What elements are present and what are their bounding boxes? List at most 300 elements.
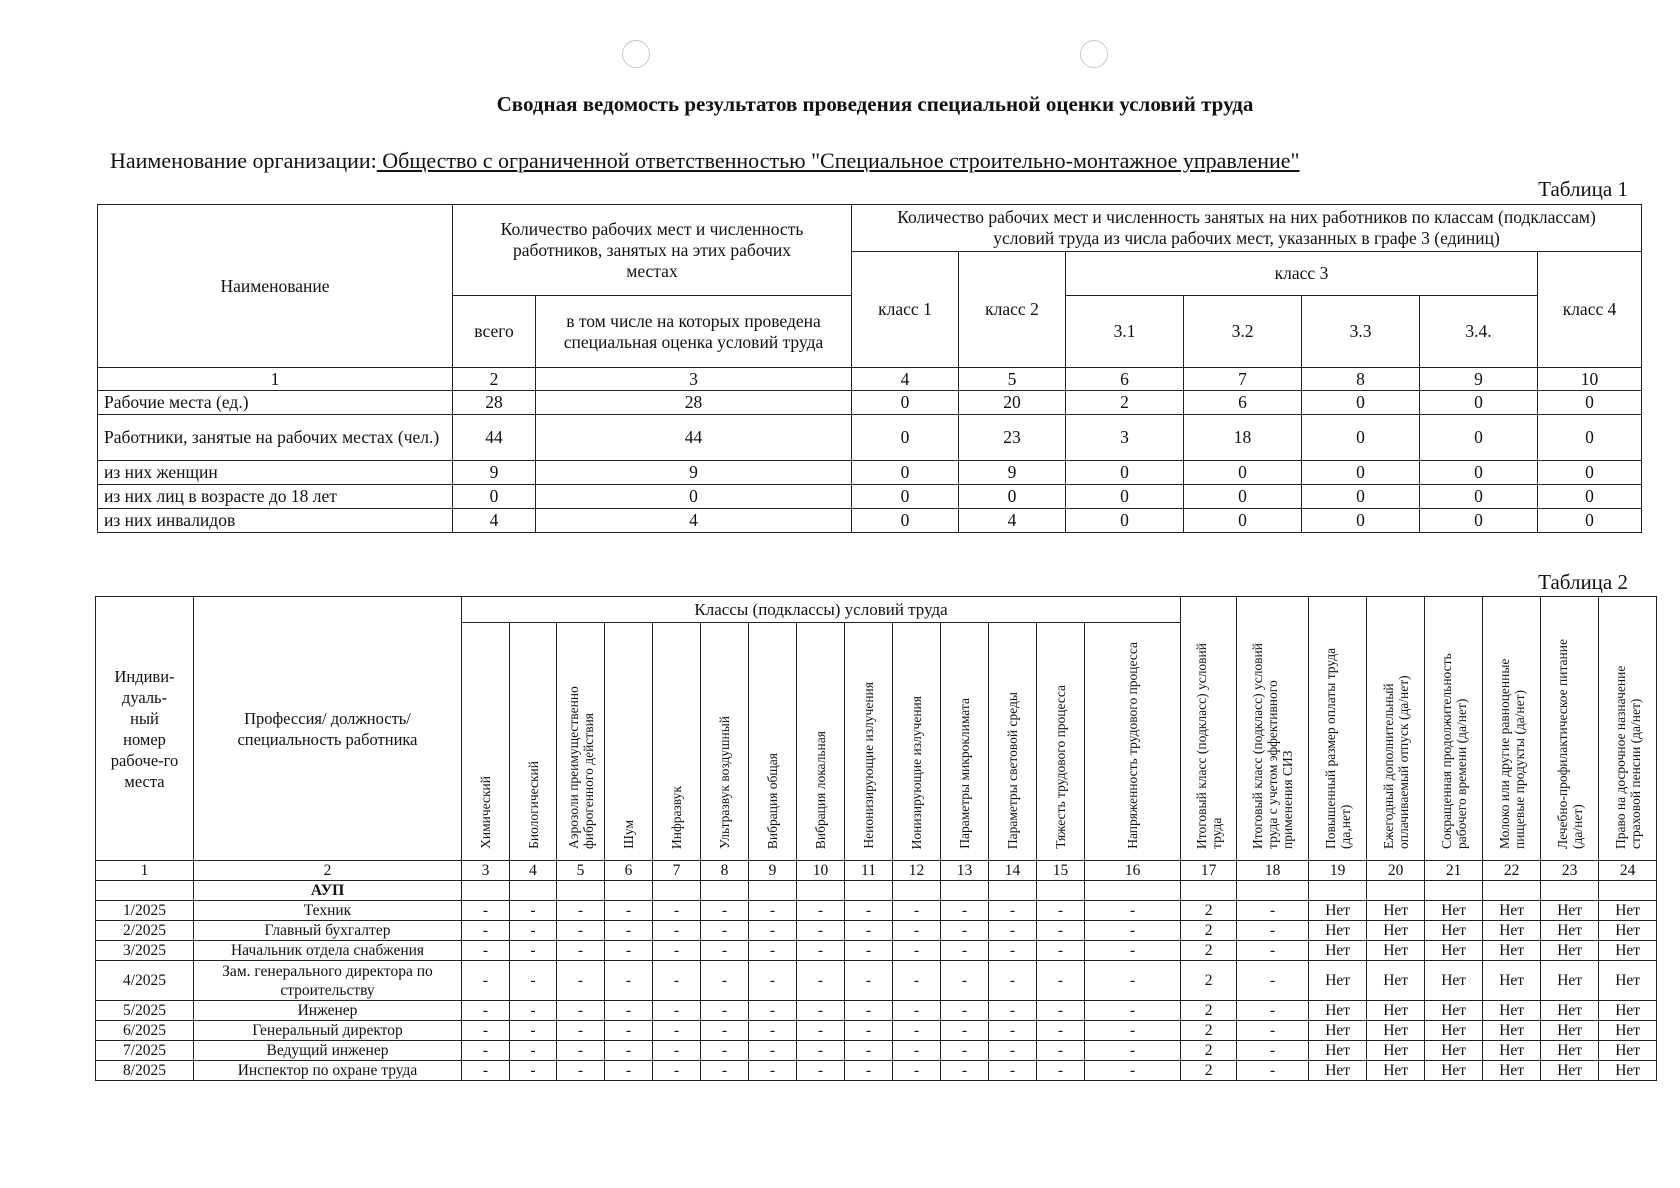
- t2-col-num: 11: [845, 861, 893, 881]
- t1-header-name: Наименование: [98, 205, 453, 368]
- t2-factor-value: -: [797, 901, 845, 921]
- t2-factor-value: -: [557, 1061, 605, 1081]
- t2-factor-value: -: [1085, 1061, 1181, 1081]
- t2-column-numbers: [96, 861, 1657, 881]
- t1-cell: 9: [959, 461, 1066, 485]
- t1-cell: 0: [852, 415, 959, 461]
- t2-header-col-24: [1599, 597, 1657, 861]
- t2-factor-value: -: [1085, 961, 1181, 1001]
- t2-factor-value: -: [653, 961, 701, 1001]
- t1-cell: 28: [453, 391, 536, 415]
- t2-workplace-id: 8/2025: [96, 1061, 194, 1081]
- t2-factor-value: -: [989, 961, 1037, 1001]
- t2-factor-value: -: [557, 1001, 605, 1021]
- t1-cell: 0: [852, 509, 959, 533]
- t2-benefit: Нет: [1541, 1061, 1599, 1081]
- t1-cell: 28: [536, 391, 852, 415]
- t1-header-3-3: 3.3: [1302, 296, 1420, 368]
- t2-empty-cell: [653, 881, 701, 901]
- t2-final-class-siz: -: [1237, 1001, 1309, 1021]
- t2-factor-value: -: [1037, 961, 1085, 1001]
- t2-factor-value: -: [462, 901, 510, 921]
- t2-empty-cell: [510, 881, 557, 901]
- t2-col-num: 3: [462, 861, 510, 881]
- table-row: [96, 961, 1657, 1001]
- t1-cell: 0: [1538, 509, 1642, 533]
- t2-factor-value: -: [605, 1021, 653, 1041]
- organization-label: Наименование организации:: [110, 148, 377, 173]
- t2-header-factor: [1037, 623, 1085, 861]
- t2-factor-value: -: [941, 1021, 989, 1041]
- t2-factor-value: -: [462, 1021, 510, 1041]
- t2-header-classes: Классы (подклассы) условий труда: [462, 597, 1181, 623]
- t2-factor-value: -: [845, 941, 893, 961]
- t2-workplace-id: 3/2025: [96, 941, 194, 961]
- t2-factor-value: -: [749, 1001, 797, 1021]
- t1-cell: 0: [1538, 415, 1642, 461]
- t2-factor-label: Химический: [478, 776, 493, 849]
- t1-cell: 0: [1302, 415, 1420, 461]
- t1-cell: 3: [1066, 415, 1184, 461]
- t1-cell: 0: [959, 485, 1066, 509]
- t1-col-num: 9: [1420, 368, 1538, 391]
- t2-factor-value: -: [510, 941, 557, 961]
- t1-cell: 9: [536, 461, 852, 485]
- t1-row-label: из них инвалидов: [98, 509, 453, 533]
- t2-benefit: Нет: [1425, 1001, 1483, 1021]
- t2-factor-value: -: [1037, 941, 1085, 961]
- t1-header-class1: класс 1: [852, 252, 959, 368]
- t2-factor-value: -: [605, 1001, 653, 1021]
- t1-header-group2: Количество рабочих мест и численность занятых на них работников по классам (подклассам) условий труда из числа рабочих мест, указанных в графе 3 (единиц): [852, 205, 1642, 252]
- t1-header-class4: класс 4: [1538, 252, 1642, 368]
- t1-cell: 0: [852, 391, 959, 415]
- t2-col-num: 6: [605, 861, 653, 881]
- t2-benefit: Нет: [1599, 901, 1657, 921]
- t2-factor-value: -: [557, 901, 605, 921]
- t2-factor-value: -: [1037, 1061, 1085, 1081]
- t2-workplace-id: 7/2025: [96, 1041, 194, 1061]
- table2-caption: Таблица 2: [1538, 570, 1628, 594]
- t2-factor-label: Параметры микроклимата: [957, 698, 972, 849]
- t2-header-col-18: [1237, 597, 1309, 861]
- t2-empty-cell: [557, 881, 605, 901]
- t2-factor-value: -: [605, 941, 653, 961]
- t2-factor-value: -: [1085, 941, 1181, 961]
- t2-factor-value: -: [941, 961, 989, 1001]
- t2-benefit: Нет: [1309, 1001, 1367, 1021]
- t2-factor-value: -: [557, 1041, 605, 1061]
- t2-header-text: Повышенный размер оплаты труда (да,нет): [1322, 647, 1353, 849]
- t1-cell: 23: [959, 415, 1066, 461]
- t2-benefit: Нет: [1599, 961, 1657, 1001]
- t2-profession: Инженер: [194, 1001, 462, 1021]
- t2-factor-label: Напряженность трудового процесса: [1125, 642, 1141, 849]
- t2-benefit: Нет: [1309, 901, 1367, 921]
- t2-final-class: 2: [1181, 941, 1237, 961]
- table-row: [96, 1061, 1657, 1081]
- t2-factor-value: -: [845, 1041, 893, 1061]
- t2-benefit: Нет: [1483, 941, 1541, 961]
- t1-cell: 44: [453, 415, 536, 461]
- t2-factor-value: -: [510, 1001, 557, 1021]
- t2-workplace-id: 2/2025: [96, 921, 194, 941]
- t2-factor-value: -: [989, 1021, 1037, 1041]
- t1-cell: 0: [453, 485, 536, 509]
- t1-cell: 0: [1538, 391, 1642, 415]
- t2-col-num: 17: [1181, 861, 1237, 881]
- t1-cell: 0: [1184, 461, 1302, 485]
- t2-factor-value: -: [557, 921, 605, 941]
- t2-final-class: 2: [1181, 1061, 1237, 1081]
- t2-col-num: 19: [1309, 861, 1367, 881]
- t2-factor-value: -: [605, 921, 653, 941]
- t2-factor-value: -: [845, 1021, 893, 1041]
- t2-col-num: 8: [701, 861, 749, 881]
- t2-final-class-siz: -: [1237, 1041, 1309, 1061]
- t1-row-workplaces: [98, 391, 1642, 415]
- t2-header-factor: [653, 623, 701, 861]
- t2-header-factor: [941, 623, 989, 861]
- t2-final-class-siz: -: [1237, 921, 1309, 941]
- t1-cell: 0: [1420, 415, 1538, 461]
- t1-cell: 0: [1184, 509, 1302, 533]
- t2-header-factor: [797, 623, 845, 861]
- t2-header-text: Итоговый класс (подкласс) условий труда: [1193, 642, 1224, 849]
- t1-cell: 0: [1302, 485, 1420, 509]
- t2-header-col-21: [1425, 597, 1483, 861]
- t2-benefit: Нет: [1367, 1041, 1425, 1061]
- t1-row-label: Рабочие места (ед.): [98, 391, 453, 415]
- t2-col-num: 20: [1367, 861, 1425, 881]
- t2-benefit: Нет: [1309, 921, 1367, 941]
- t2-workplace-id: 1/2025: [96, 901, 194, 921]
- t2-factor-value: -: [989, 921, 1037, 941]
- t2-header-col-23: [1541, 597, 1599, 861]
- t2-factor-value: -: [797, 941, 845, 961]
- t2-header-factor: [989, 623, 1037, 861]
- t2-final-class-siz: -: [1237, 941, 1309, 961]
- t2-profession: Начальник отдела снабжения: [194, 941, 462, 961]
- t1-row-workers: [98, 415, 1642, 461]
- table-row: [96, 1041, 1657, 1061]
- t2-header-col-20: [1367, 597, 1425, 861]
- t2-header-text: Сокращенная продолжительность рабочего времени (да/нет): [1438, 653, 1469, 849]
- t2-header-col-19: [1309, 597, 1367, 861]
- table-row: [96, 941, 1657, 961]
- t2-benefit: Нет: [1483, 921, 1541, 941]
- t2-factor-value: -: [797, 1021, 845, 1041]
- t2-factor-value: -: [893, 1021, 941, 1041]
- t1-cell: 0: [1066, 461, 1184, 485]
- t2-benefit: Нет: [1425, 1061, 1483, 1081]
- t2-factor-value: -: [653, 921, 701, 941]
- table-row: [96, 1001, 1657, 1021]
- t2-benefit: Нет: [1599, 1021, 1657, 1041]
- t1-cell: 44: [536, 415, 852, 461]
- t2-benefit: Нет: [1309, 1061, 1367, 1081]
- t2-factor-value: -: [701, 1001, 749, 1021]
- t2-benefit: Нет: [1425, 941, 1483, 961]
- t2-empty-cell: [1181, 881, 1237, 901]
- t2-empty-cell: [96, 881, 194, 901]
- t2-header-factor: [845, 623, 893, 861]
- t2-benefit: Нет: [1367, 1061, 1425, 1081]
- t2-empty-cell: [1037, 881, 1085, 901]
- t2-factor-value: -: [462, 921, 510, 941]
- t2-factor-value: -: [989, 941, 1037, 961]
- t2-profession: Ведущий инженер: [194, 1041, 462, 1061]
- t1-row-women: [98, 461, 1642, 485]
- t2-factor-value: -: [845, 921, 893, 941]
- t2-header-factor: [557, 623, 605, 861]
- t2-factor-value: -: [941, 1041, 989, 1061]
- t1-col-num: 3: [536, 368, 852, 391]
- t2-benefit: Нет: [1483, 1001, 1541, 1021]
- t1-col-num: 1: [98, 368, 453, 391]
- t2-factor-value: -: [653, 1021, 701, 1041]
- t2-factor-value: -: [462, 1061, 510, 1081]
- t2-factor-value: -: [749, 1041, 797, 1061]
- t2-benefit: Нет: [1599, 921, 1657, 941]
- t2-section-row: [96, 881, 1657, 901]
- t1-cell: 0: [1302, 509, 1420, 533]
- t2-factor-value: -: [557, 1021, 605, 1041]
- t2-benefit: Нет: [1541, 961, 1599, 1001]
- t2-factor-value: -: [1037, 1021, 1085, 1041]
- t2-col-num: 5: [557, 861, 605, 881]
- t2-factor-value: -: [1085, 1041, 1181, 1061]
- t1-column-numbers: [98, 368, 1642, 391]
- t2-factor-value: -: [462, 961, 510, 1001]
- t2-benefit: Нет: [1599, 1061, 1657, 1081]
- t2-empty-cell: [893, 881, 941, 901]
- t2-benefit: Нет: [1541, 941, 1599, 961]
- t2-factor-value: -: [941, 921, 989, 941]
- t2-header-text: Молоко или другие равноценные пищевые продукты (да/нет): [1496, 658, 1527, 849]
- table-row: [96, 901, 1657, 921]
- t2-factor-value: -: [893, 921, 941, 941]
- organization-line: [110, 148, 1300, 174]
- t2-benefit: Нет: [1309, 941, 1367, 961]
- t1-col-num: 10: [1538, 368, 1642, 391]
- t1-cell: 0: [1420, 485, 1538, 509]
- t2-col-num: 18: [1237, 861, 1309, 881]
- t1-row-disabled: [98, 509, 1642, 533]
- t2-benefit: Нет: [1541, 1041, 1599, 1061]
- t1-cell: 0: [1420, 461, 1538, 485]
- t2-workplace-id: 5/2025: [96, 1001, 194, 1021]
- t2-empty-cell: [462, 881, 510, 901]
- t2-factor-value: -: [797, 1001, 845, 1021]
- t2-factor-label: Ультразвук воздушный: [717, 716, 732, 849]
- t2-factor-value: -: [510, 961, 557, 1001]
- t2-benefit: Нет: [1599, 941, 1657, 961]
- t2-benefit: Нет: [1425, 921, 1483, 941]
- punch-hole-right: [1080, 40, 1108, 68]
- t1-col-num: 7: [1184, 368, 1302, 391]
- t2-benefit: Нет: [1483, 1021, 1541, 1041]
- t2-factor-value: -: [845, 901, 893, 921]
- t1-header-sout: в том числе на которых проведена специальная оценка условий труда: [536, 296, 852, 368]
- t2-profession: Техник: [194, 901, 462, 921]
- t1-row-label: из них женщин: [98, 461, 453, 485]
- t2-empty-cell: [1309, 881, 1367, 901]
- t1-cell: 0: [1066, 485, 1184, 509]
- t2-empty-cell: [1425, 881, 1483, 901]
- t2-factor-value: -: [1037, 901, 1085, 921]
- document-title: Сводная ведомость результатов проведения специальной оценки условий труда: [496, 92, 1254, 116]
- t1-cell: 0: [1538, 485, 1642, 509]
- t1-cell: 20: [959, 391, 1066, 415]
- t2-factor-value: -: [797, 921, 845, 941]
- t2-factor-value: -: [557, 941, 605, 961]
- t1-col-num: 5: [959, 368, 1066, 391]
- t1-header-3-1: 3.1: [1066, 296, 1184, 368]
- t2-col-num: 10: [797, 861, 845, 881]
- t2-factor-value: -: [1085, 901, 1181, 921]
- t2-final-class-siz: -: [1237, 961, 1309, 1001]
- t1-header-total: всего: [453, 296, 536, 368]
- t1-cell: 2: [1066, 391, 1184, 415]
- t2-section-label: АУП: [194, 881, 462, 901]
- t2-factor-value: -: [510, 1041, 557, 1061]
- t2-empty-cell: [1237, 881, 1309, 901]
- t1-header-class2: класс 2: [959, 252, 1066, 368]
- t2-factor-value: -: [1037, 1041, 1085, 1061]
- t2-benefit: Нет: [1541, 1021, 1599, 1041]
- workplace-table-2: [95, 596, 1657, 1081]
- t2-benefit: Нет: [1309, 1041, 1367, 1061]
- t2-empty-cell: [989, 881, 1037, 901]
- t2-factor-value: -: [701, 941, 749, 961]
- t2-final-class: 2: [1181, 1041, 1237, 1061]
- t1-cell: 6: [1184, 391, 1302, 415]
- t1-header-3-2: 3.2: [1184, 296, 1302, 368]
- t2-header-factor: [1085, 623, 1181, 861]
- t2-profession: Инспектор по охране труда: [194, 1061, 462, 1081]
- t2-header-id: Индиви-дуаль-ный номер рабоче-го места: [96, 597, 194, 861]
- t1-cell: 0: [1302, 461, 1420, 485]
- t1-col-num: 2: [453, 368, 536, 391]
- t2-factor-value: -: [605, 1061, 653, 1081]
- t1-cell: 0: [1420, 391, 1538, 415]
- t2-header-col-22: [1483, 597, 1541, 861]
- t2-factor-value: -: [749, 901, 797, 921]
- summary-table-1: [97, 204, 1642, 533]
- t2-factor-value: -: [893, 961, 941, 1001]
- t2-final-class-siz: -: [1237, 1061, 1309, 1081]
- t2-factor-label: Аэрозоли преимущественно фиброгенного действия: [565, 686, 596, 849]
- t2-factor-value: -: [701, 1061, 749, 1081]
- t2-workplace-id: 4/2025: [96, 961, 194, 1001]
- t2-factor-value: -: [653, 1001, 701, 1021]
- t2-factor-value: -: [845, 961, 893, 1001]
- t2-factor-value: -: [510, 921, 557, 941]
- t2-factor-value: -: [845, 1061, 893, 1081]
- t2-workplace-id: 6/2025: [96, 1021, 194, 1041]
- table-row: [96, 921, 1657, 941]
- t2-header-text: Ежегодный дополнительный оплачиваемый отпуск (да/нет): [1380, 675, 1411, 849]
- t2-empty-cell: [1599, 881, 1657, 901]
- t2-benefit: Нет: [1367, 941, 1425, 961]
- t2-final-class: 2: [1181, 1001, 1237, 1021]
- t1-cell: 4: [536, 509, 852, 533]
- t1-cell: 0: [1066, 509, 1184, 533]
- t2-factor-value: -: [941, 1001, 989, 1021]
- t2-benefit: Нет: [1599, 1041, 1657, 1061]
- t2-final-class: 2: [1181, 901, 1237, 921]
- t2-header-factor: [510, 623, 557, 861]
- t2-factor-value: -: [989, 1001, 1037, 1021]
- t1-cell: 0: [536, 485, 852, 509]
- t2-factor-value: -: [989, 901, 1037, 921]
- t2-factor-value: -: [893, 941, 941, 961]
- t2-factor-value: -: [893, 901, 941, 921]
- t2-col-num: 12: [893, 861, 941, 881]
- t2-header-factor: [462, 623, 510, 861]
- t2-factor-value: -: [701, 961, 749, 1001]
- t2-benefit: Нет: [1541, 901, 1599, 921]
- t1-cell: 0: [1538, 461, 1642, 485]
- t2-factor-value: -: [510, 1021, 557, 1041]
- t2-col-num: 2: [194, 861, 462, 881]
- t1-cell: 4: [959, 509, 1066, 533]
- t2-col-num: 16: [1085, 861, 1181, 881]
- t2-factor-value: -: [797, 961, 845, 1001]
- table-row: [96, 1021, 1657, 1041]
- t2-factor-value: -: [510, 901, 557, 921]
- t2-profession: Главный бухгалтер: [194, 921, 462, 941]
- t2-header-factor: [893, 623, 941, 861]
- t2-empty-cell: [1367, 881, 1425, 901]
- t2-header-factor: [605, 623, 653, 861]
- t2-factor-value: -: [749, 1021, 797, 1041]
- t2-benefit: Нет: [1425, 901, 1483, 921]
- t2-empty-cell: [749, 881, 797, 901]
- t1-row-minors: [98, 485, 1642, 509]
- t1-col-num: 4: [852, 368, 959, 391]
- t2-header-text: Итоговый класс (подкласс) условий труда с учетом эффективного применения СИЗ: [1250, 642, 1296, 849]
- t2-factor-label: Шум: [621, 820, 636, 849]
- t2-benefit: Нет: [1367, 921, 1425, 941]
- t2-factor-value: -: [845, 1001, 893, 1021]
- t2-col-num: 21: [1425, 861, 1483, 881]
- t2-final-class-siz: -: [1237, 1021, 1309, 1041]
- t1-cell: 18: [1184, 415, 1302, 461]
- t2-profession: Зам. генерального директора по строительству: [194, 961, 462, 1001]
- t2-col-num: 1: [96, 861, 194, 881]
- t2-factor-value: -: [1085, 921, 1181, 941]
- t2-factor-value: -: [701, 921, 749, 941]
- t2-factor-value: -: [653, 1061, 701, 1081]
- t2-final-class: 2: [1181, 921, 1237, 941]
- t2-factor-value: -: [1037, 921, 1085, 941]
- t2-col-num: 15: [1037, 861, 1085, 881]
- t2-factor-value: -: [941, 941, 989, 961]
- t2-factor-value: -: [557, 961, 605, 1001]
- t2-benefit: Нет: [1367, 901, 1425, 921]
- t2-benefit: Нет: [1541, 921, 1599, 941]
- t1-col-num: 6: [1066, 368, 1184, 391]
- t2-empty-cell: [1483, 881, 1541, 901]
- t2-header-col-17: [1181, 597, 1237, 861]
- t2-factor-value: -: [797, 1041, 845, 1061]
- t1-cell: 0: [1184, 485, 1302, 509]
- t2-final-class: 2: [1181, 1021, 1237, 1041]
- punch-hole-left: [622, 40, 650, 68]
- t2-factor-value: -: [749, 921, 797, 941]
